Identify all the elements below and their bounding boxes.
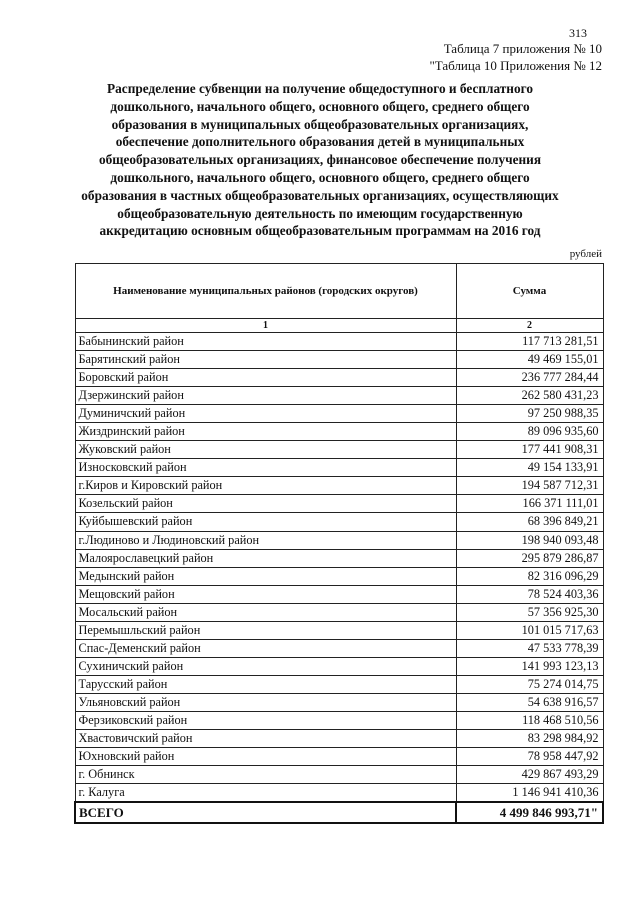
column-number: 2 — [456, 319, 603, 333]
district-sum: 236 777 284,44 — [456, 369, 603, 387]
district-sum: 194 587 712,31 — [456, 477, 603, 495]
table-row — [75, 657, 603, 675]
title-line: общеобразовательную деятельность по имеющим государственную — [117, 205, 523, 221]
title-line: дошкольного, начального общего, основного общего, среднего общего — [110, 169, 530, 185]
district-sum: 75 274 014,75 — [456, 675, 603, 693]
title-line: Распределение субвенции на получение общедоступного и бесплатного — [107, 81, 533, 96]
district-name: г. Обнинск — [75, 766, 456, 784]
district-name: Тарусский район — [75, 675, 456, 693]
district-name: Куйбышевский район — [75, 513, 456, 531]
title-line: аккредитацию основным общеобразовательным программам на 2016 год — [99, 223, 541, 239]
unit-label: рублей — [569, 248, 602, 260]
table-row — [75, 333, 603, 351]
document-title — [60, 80, 580, 240]
page-number: 313 — [569, 26, 587, 40]
title-line: обеспечение дополнительного образования детей в муниципальных — [115, 134, 525, 150]
table-row — [75, 730, 603, 748]
district-sum: 166 371 111,01 — [456, 495, 603, 513]
table-row — [75, 351, 603, 369]
title-line: дошкольного, начального общего, основного общего, среднего общего — [110, 98, 530, 114]
table-row — [75, 549, 603, 567]
table-row — [75, 423, 603, 441]
district-sum: 82 316 096,29 — [456, 567, 603, 585]
district-name: Малоярославецкий район — [75, 549, 456, 567]
column-number-row — [75, 319, 603, 333]
table-row — [75, 748, 603, 766]
district-name: Мосальский район — [75, 603, 456, 621]
district-name: Спас-Деменский район — [75, 639, 456, 657]
district-name: Боровский район — [75, 369, 456, 387]
district-name: г.Киров и Кировский район — [75, 477, 456, 495]
table-body — [75, 319, 603, 824]
district-name: Износковский район — [75, 459, 456, 477]
district-sum: 83 298 984,92 — [456, 730, 603, 748]
table-row — [75, 693, 603, 711]
appendix-reference: Таблица 7 приложения № 10 — [443, 41, 602, 56]
district-sum: 198 940 093,48 — [456, 531, 603, 549]
header-district-name: Наименование муниципальных районов (городских округов) — [75, 264, 456, 319]
district-sum: 177 441 908,31 — [456, 441, 603, 459]
header-sum: Сумма — [456, 264, 603, 319]
table-row — [75, 405, 603, 423]
district-sum: 141 993 123,13 — [456, 657, 603, 675]
title-line: образования в муниципальных общеобразовательных организациях, — [111, 116, 529, 132]
district-sum: 101 015 717,63 — [456, 621, 603, 639]
table-row — [75, 369, 603, 387]
title-line: общеобразовательных организациях, финансовое обеспечение получения — [98, 152, 542, 168]
table-row — [75, 441, 603, 459]
district-name: Дзержинский район — [75, 387, 456, 405]
table-row — [75, 675, 603, 693]
district-sum: 97 250 988,35 — [456, 405, 603, 423]
district-name: Козельский район — [75, 495, 456, 513]
district-sum: 47 533 778,39 — [456, 639, 603, 657]
district-sum: 49 154 133,91 — [456, 459, 603, 477]
table-row — [75, 711, 603, 729]
table-row — [75, 459, 603, 477]
district-name: Думиничский район — [75, 405, 456, 423]
table-row — [75, 567, 603, 585]
district-name: Мещовский район — [75, 585, 456, 603]
table-row — [75, 495, 603, 513]
table-row — [75, 621, 603, 639]
district-sum: 78 524 403,36 — [456, 585, 603, 603]
district-sum: 89 096 935,60 — [456, 423, 603, 441]
district-sum: 57 356 925,30 — [456, 603, 603, 621]
district-name: Медынский район — [75, 567, 456, 585]
total-label: ВСЕГО — [75, 802, 456, 823]
subsidy-table — [74, 263, 604, 824]
district-sum: 49 469 155,01 — [456, 351, 603, 369]
table-row — [75, 513, 603, 531]
column-number: 1 — [75, 319, 456, 333]
table-row — [75, 477, 603, 495]
district-name: Жуковский район — [75, 441, 456, 459]
district-sum: 262 580 431,23 — [456, 387, 603, 405]
table-row — [75, 603, 603, 621]
district-name: г.Людиново и Людиновский район — [75, 531, 456, 549]
total-sum: 4 499 846 993,71" — [456, 802, 603, 823]
district-sum: 118 468 510,56 — [456, 711, 603, 729]
table-row — [75, 531, 603, 549]
district-name: Жиздринский район — [75, 423, 456, 441]
total-row — [75, 802, 603, 823]
table-row — [75, 766, 603, 784]
district-sum: 429 867 493,29 — [456, 766, 603, 784]
district-name: Бабынинский район — [75, 333, 456, 351]
district-name: Юхновский район — [75, 748, 456, 766]
table-header-row — [75, 264, 603, 319]
district-name: г. Калуга — [75, 784, 456, 803]
table-row — [75, 784, 603, 803]
district-sum: 1 146 941 410,36 — [456, 784, 603, 803]
table-row — [75, 387, 603, 405]
appendix-reference-previous: "Таблица 10 Приложения № 12 — [429, 58, 602, 73]
district-name: Ферзиковский район — [75, 711, 456, 729]
district-sum: 68 396 849,21 — [456, 513, 603, 531]
table-row — [75, 585, 603, 603]
district-sum: 117 713 281,51 — [456, 333, 603, 351]
title-line: образования в частных общеобразовательных организациях, осуществляющих — [81, 187, 559, 203]
district-sum: 295 879 286,87 — [456, 549, 603, 567]
district-name: Хвастовичский район — [75, 730, 456, 748]
district-sum: 78 958 447,92 — [456, 748, 603, 766]
district-name: Ульяновский район — [75, 693, 456, 711]
district-name: Барятинский район — [75, 351, 456, 369]
district-sum: 54 638 916,57 — [456, 693, 603, 711]
district-name: Сухиничский район — [75, 657, 456, 675]
district-name: Перемышльский район — [75, 621, 456, 639]
table-row — [75, 639, 603, 657]
